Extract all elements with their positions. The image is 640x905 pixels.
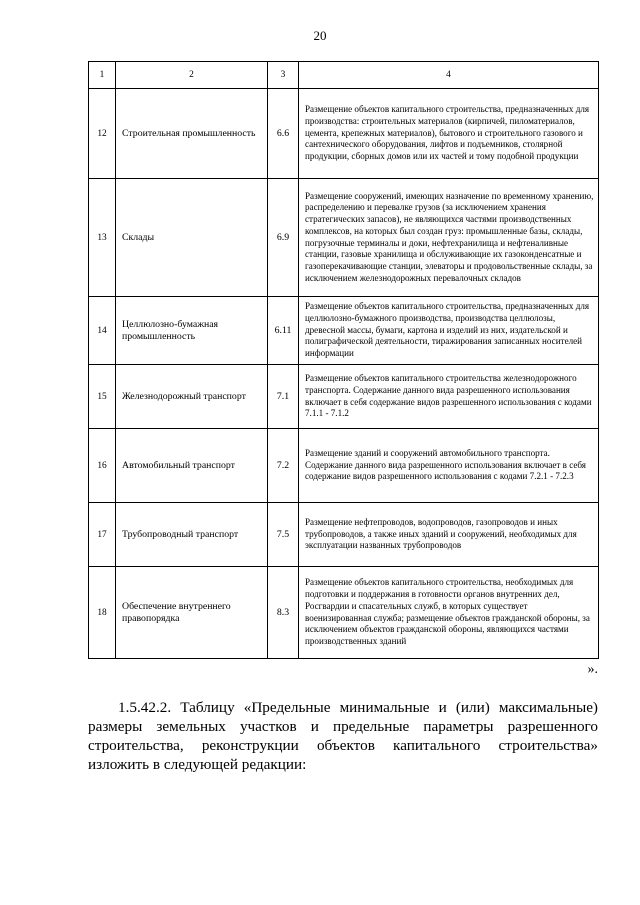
use-name: Склады [116, 179, 268, 297]
table-row [89, 179, 599, 297]
use-code: 7.5 [268, 503, 299, 567]
row-number: 13 [89, 179, 116, 297]
use-name: Автомобильный транспорт [116, 429, 268, 503]
row-number: 17 [89, 503, 116, 567]
use-code: 6.11 [268, 297, 299, 365]
table-row [89, 89, 599, 179]
use-description: Размещение зданий и сооружений автомобильного транспорта. Содержание данного вида разрешенного использования включает в себя содержание видов разрешенного использования с кодами 7.2.1 - 7.2.3 [299, 429, 599, 503]
row-number: 14 [89, 297, 116, 365]
use-name: Целлюлозно-бумажная промышленность [116, 297, 268, 365]
table-row [89, 297, 599, 365]
permitted-use-table [88, 61, 599, 659]
row-number: 18 [89, 567, 116, 659]
row-number: 12 [89, 89, 116, 179]
use-description: Размещение объектов капитального строительства, предназначенных для целлюлозно-бумажного производства, производства целлюлозы, древесной массы, бумаги, картона и изделий из них, издательской и полиграфической деятельности, тиражирования записанных носителей информации [299, 297, 599, 365]
use-code: 6.6 [268, 89, 299, 179]
table-row [89, 365, 599, 429]
table-row [89, 503, 599, 567]
table-row [89, 567, 599, 659]
use-description: Размещение нефтепроводов, водопроводов, газопроводов и иных трубопроводов, а также иных зданий и сооружений, необходимых для эксплуатации названных трубопроводов [299, 503, 599, 567]
use-code: 7.1 [268, 365, 299, 429]
use-code: 8.3 [268, 567, 299, 659]
header-cell-4: 4 [299, 62, 599, 89]
header-cell-3: 3 [268, 62, 299, 89]
table-header-row [89, 62, 599, 89]
page-number: 20 [313, 28, 327, 43]
header-cell-2: 2 [116, 62, 268, 89]
use-description: Размещение объектов капитального строительства, предназначенных для производства: строительных материалов (кирпичей, пиломатериалов, цемента, крепежных материалов), бытового и строительного газового и сантехнического оборудования, лифтов и подъемников, столярной продукции, сборных домов или их частей и тому подобной продукции [299, 89, 599, 179]
use-name: Обеспечение внутреннего правопорядка [116, 567, 268, 659]
use-code: 6.9 [268, 179, 299, 297]
row-number: 15 [89, 365, 116, 429]
amendment-paragraph: 1.5.42.2. Таблицу «Предельные минимальные и (или) максимальные) размеры земельных участков и предельные параметры разрешенного строительства, реконструкции объектов капитального строительства» изложить в следующей редакции: [88, 699, 598, 774]
use-name: Трубопроводный транспорт [116, 503, 268, 567]
header-cell-1: 1 [89, 62, 116, 89]
row-number: 16 [89, 429, 116, 503]
use-description: Размещение объектов капитального строительства, необходимых для подготовки и поддержания в готовности органов внутренних дел, Росгвардии и спасательных служб, в которых существует военизированная служба; размещение объектов гражданской обороны, за исключением объектов гражданской обороны, являющихся частями производственных зданий [299, 567, 599, 659]
use-name: Железнодорожный транспорт [116, 365, 268, 429]
use-description: Размещение объектов капитального строительства железнодорожного транспорта. Содержание данного вида разрешенного использования включает в себя содержание видов разрешенного использования с кодами 7.1.1 - 7.1.2 [299, 365, 599, 429]
table-row [89, 429, 599, 503]
closing-quote-mark: ». [587, 662, 598, 677]
use-name: Строительная промышленность [116, 89, 268, 179]
use-code: 7.2 [268, 429, 299, 503]
use-description: Размещение сооружений, имеющих назначение по временному хранению, распределению и перевалке грузов (за исключением хранения стратегических запасов), не являющихся частями производственных комплексов, на которых был создан груз: промышленные базы, склады, погрузочные терминалы и доки, нефтехранилища и нефтеналивные станции, газовые хранилища и обслуживающие их газоконденсатные и газоперекачивающие станции, элеваторы и продовольственные склады, за исключением железнодорожных перевалочных складов [299, 179, 599, 297]
